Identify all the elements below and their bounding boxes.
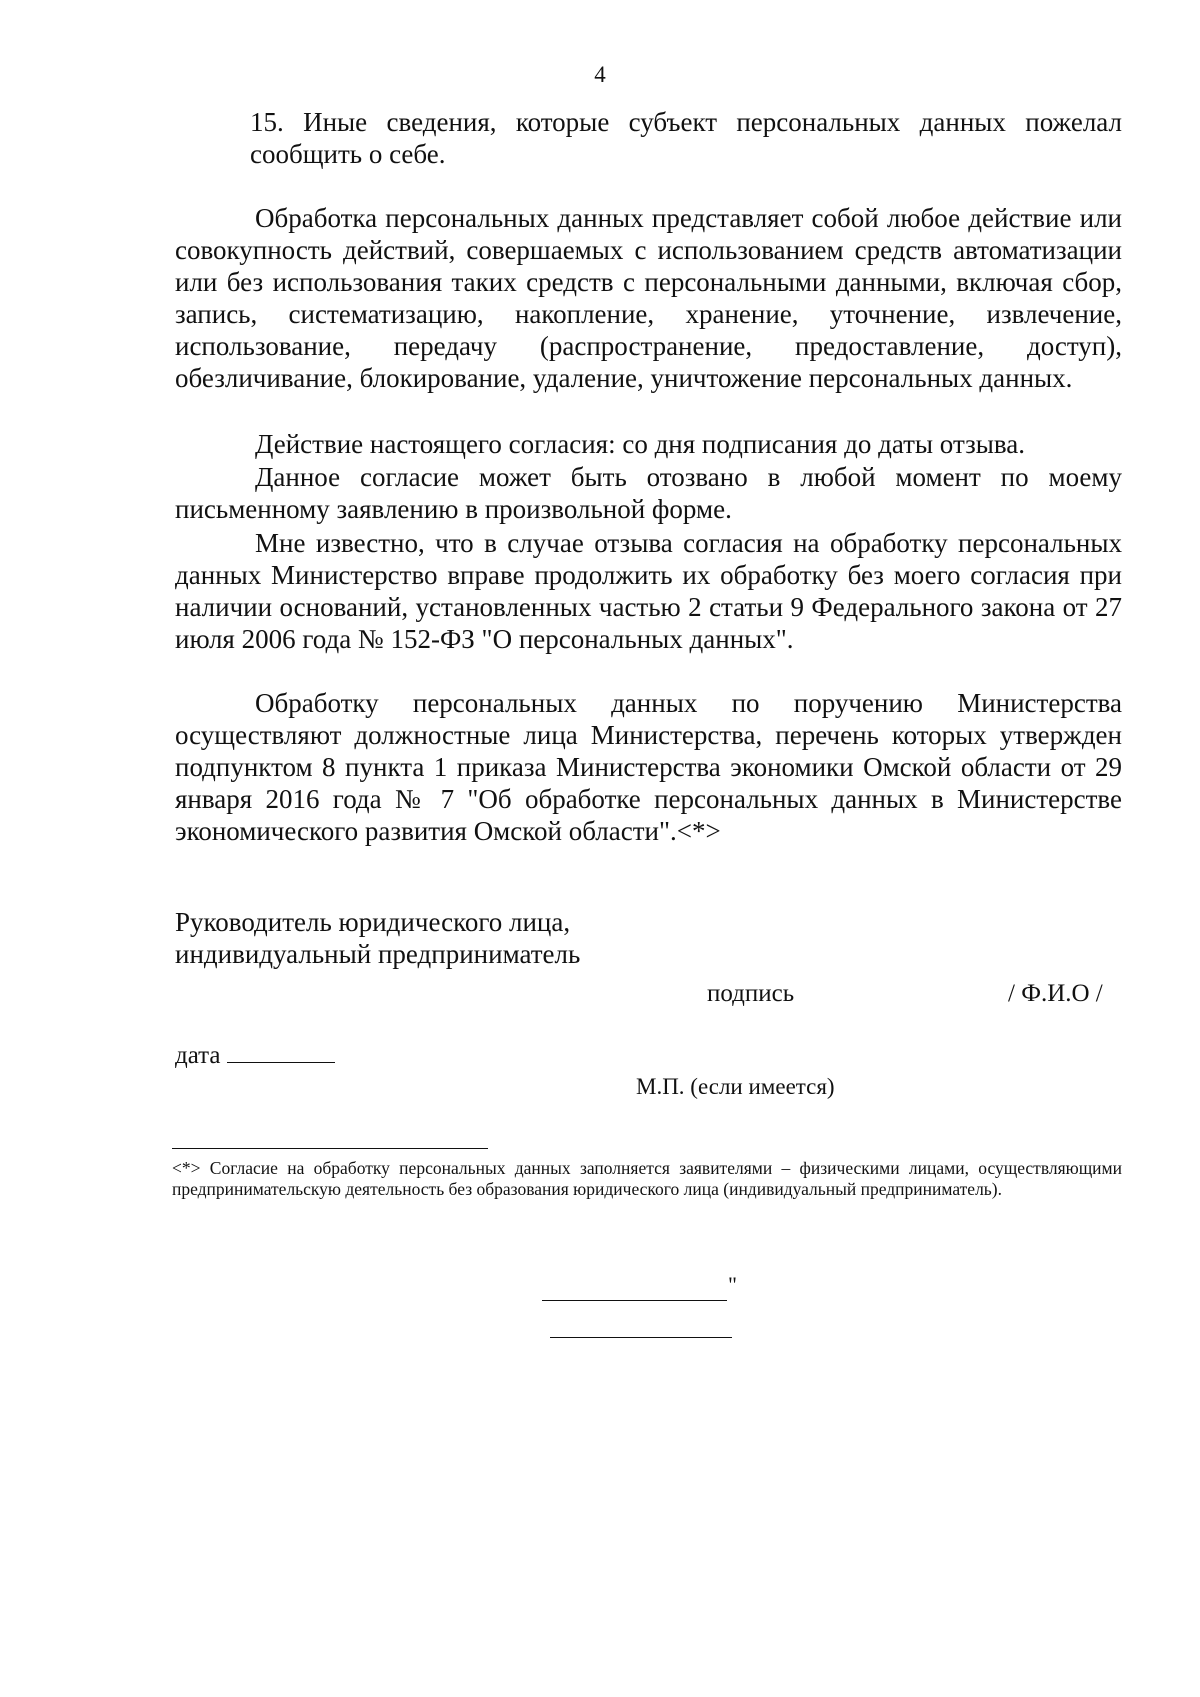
item-15-text: 15. Иные сведения, которые субъект персональных данных пожелал сообщить о себе.	[250, 107, 1122, 169]
date-label: дата	[175, 1042, 221, 1069]
paragraph-consent-revocation: Данное согласие может быть отозвано в любой момент по моему письменному заявлению в произвольной форме.	[175, 462, 1122, 524]
paragraph-revocation-effect: Мне известно, что в случае отзыва согласия на обработку персональных данных Министерство вправе продолжить их обработку без моего согласия при наличии оснований, установленных частью 2 статьи 9 Федерального закона от 27 июля 2006 года № 152-ФЗ "О персональных данных".	[175, 528, 1122, 654]
signatory-role-line-1: Руководитель юридического лица,	[175, 907, 571, 937]
signature-label: подпись	[707, 980, 795, 1007]
paragraph-processing-officials: Обработку персональных данных по поручению Министерства осуществляют должностные лица Министерства, перечень которых утвержден подпунктом 8 пункта 1 приказа Министерства экономики Омской области от 29 января 2016 года № 7 "Об обработке персональных данных в Министерстве экономического развития Омской области".<*>	[175, 688, 1122, 846]
date-blank-line	[227, 1040, 335, 1063]
closing-quote-mark: "	[728, 1272, 737, 1297]
closing-blank-line-2	[550, 1337, 732, 1338]
page-number: 4	[594, 62, 606, 87]
full-name-label: / Ф.И.О /	[1008, 980, 1103, 1007]
stamp-placeholder: М.П. (если имеется)	[636, 1074, 835, 1099]
paragraph-consent-validity: Действие настоящего согласия: со дня подписания до даты отзыва.	[255, 429, 1026, 459]
closing-blank-line-1	[542, 1300, 727, 1301]
paragraph-processing-definition: Обработка персональных данных представляет собой любое действие или совокупность действий, совершаемых с использованием средств автоматизации или без использования таких средств с персональными данными, включая сбор, запись, систематизацию, накопление, хранение, уточнение, извлечение, использование, передачу (распространение, предоставление, доступ), обезличивание, блокирование, удаление, уничтожение персональных данных.	[175, 203, 1122, 393]
footnote-separator	[172, 1148, 488, 1149]
signatory-role-line-2: индивидуальный предприниматель	[175, 939, 581, 969]
signatory-role	[175, 906, 580, 970]
date-field	[175, 1040, 335, 1070]
footnote-text: <*> Согласие на обработку персональных данных заполняется заявителями – физическими лицами, осуществляющими предпринимательскую деятельность без образования юридического лица (индивидуальный предприниматель).	[172, 1158, 1122, 1199]
